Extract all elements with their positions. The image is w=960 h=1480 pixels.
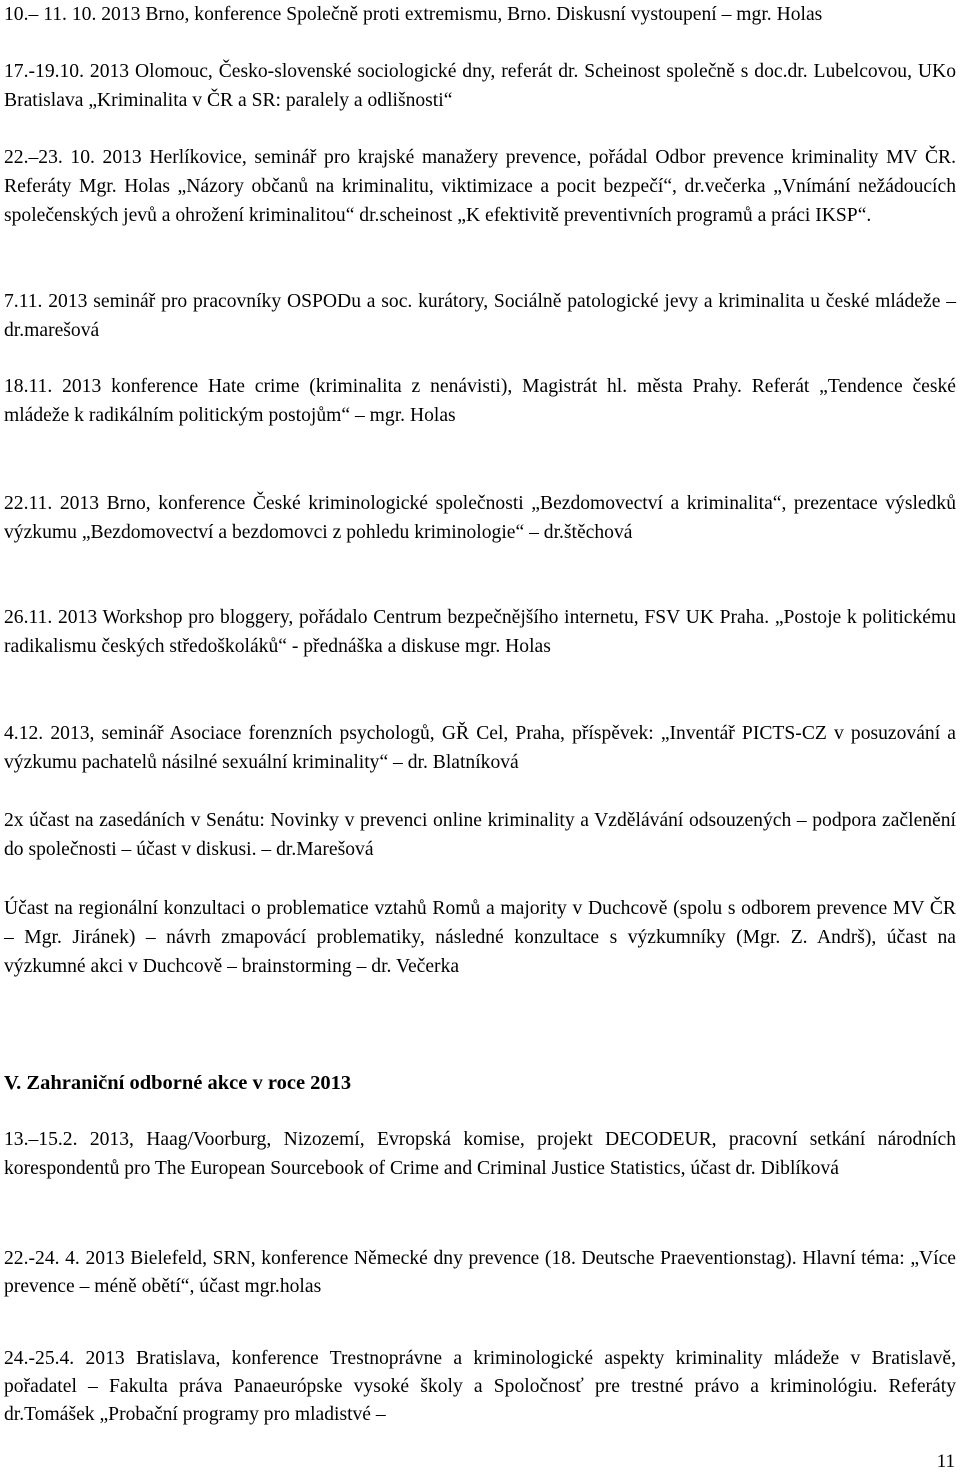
section-heading: V. Zahraniční odborné akce v roce 2013	[4, 1072, 352, 1094]
event-paragraph: 17.-19.10. 2013 Olomouc, Česko-slovenské sociologické dny, referát dr. Scheinost společně s doc.dr. Lubelcovou, UKo Bratislava „Kriminalita v ČR a SR: paralely a odlišnosti“	[4, 61, 956, 111]
foreign-event-paragraph: 13.–15.2. 2013, Haag/Voorburg, Nizozemí, Evropská komise, projekt DECODEUR, pracovní setkání národních korespondentů pro The European Sourcebook of Crime and Criminal Justice Statistics, účast dr. Diblíková	[4, 1129, 956, 1179]
event-paragraph: 2x účast na zasedáních v Senátu: Novinky v prevenci online kriminality a Vzdělávání odsouzených – podpora začlenění do společnosti – účast v diskusi. – dr.Marešová	[4, 810, 956, 860]
event-paragraph: 22.11. 2013 Brno, konference České kriminologické společnosti „Bezdomovectví a kriminalita“, prezentace výsledků výzkumu „Bezdomovectví a bezdomovci z pohledu kriminologie“ – dr.štěchová	[4, 493, 956, 543]
event-paragraph: 10.– 11. 10. 2013 Brno, konference Společně proti extremismu, Brno. Diskusní vystoupení – mgr. Holas	[4, 4, 823, 25]
foreign-event-paragraph: 24.-25.4. 2013 Bratislava, konference Trestnoprávne a kriminologické aspekty kriminality mládeže v Bratislavě, pořadatel – Fakulta práva Panaeurópske vysoké školy a Spoločnosť pre trestné právo a kriminológiu. Referáty dr.Tomášek „Probační programy pro mladistvé –	[4, 1348, 956, 1425]
event-paragraph: 22.–23. 10. 2013 Herlíkovice, seminář pro krajské manažery prevence, pořádal Odbor prevence kriminality MV ČR. Referáty Mgr. Holas „Názory občanů na kriminalitu, viktimizace a pocit bezpečí“, dr.večerka „Vnímání nežádoucích společenských jevů a ohrožení kriminalitou“ dr.scheinost „K efektivitě preventivních programů a práci IKSP“.	[4, 147, 956, 226]
foreign-event-paragraph: 22.-24. 4. 2013 Bielefeld, SRN, konference Německé dny prevence (18. Deutsche Praeventionstag). Hlavní téma: „Více prevence – méně obětí“, účast mgr.holas	[4, 1248, 956, 1297]
event-paragraph: 18.11. 2013 konference Hate crime (kriminalita z nenávisti), Magistrát hl. města Prahy. Referát „Tendence české mládeže k radikálním politickým postojům“ – mgr. Holas	[4, 376, 956, 426]
page-number: 11	[936, 1451, 955, 1472]
event-paragraph: Účast na regionální konzultaci o problematice vztahů Romů a majority v Duchcově (spolu s odborem prevence MV ČR – Mgr. Jiránek) – návrh zmapovácí problematiky, následné konzultace s výzkumníky (Mgr. Z. Andrš), účast na výzkumné akci v Duchcově – brainstorming – dr. Večerka	[4, 898, 956, 977]
event-paragraph: 7.11. 2013 seminář pro pracovníky OSPODu a soc. kurátory, Sociálně patologické jevy a kriminalita u české mládeže – dr.marešová	[4, 291, 956, 341]
event-paragraph: 4.12. 2013, seminář Asociace forenzních psychologů, GŘ Cel, Praha, příspěvek: „Inventář PICTS-CZ v posuzování a výzkumu pachatelů násilné sexuální kriminality“ – dr. Blatníková	[4, 723, 956, 773]
event-paragraph: 26.11. 2013 Workshop pro bloggery, pořádalo Centrum bezpečnějšího internetu, FSV UK Praha. „Postoje k politickému radikalismu českých středoškoláků“ - přednáška a diskuse mgr. Holas	[4, 607, 956, 657]
